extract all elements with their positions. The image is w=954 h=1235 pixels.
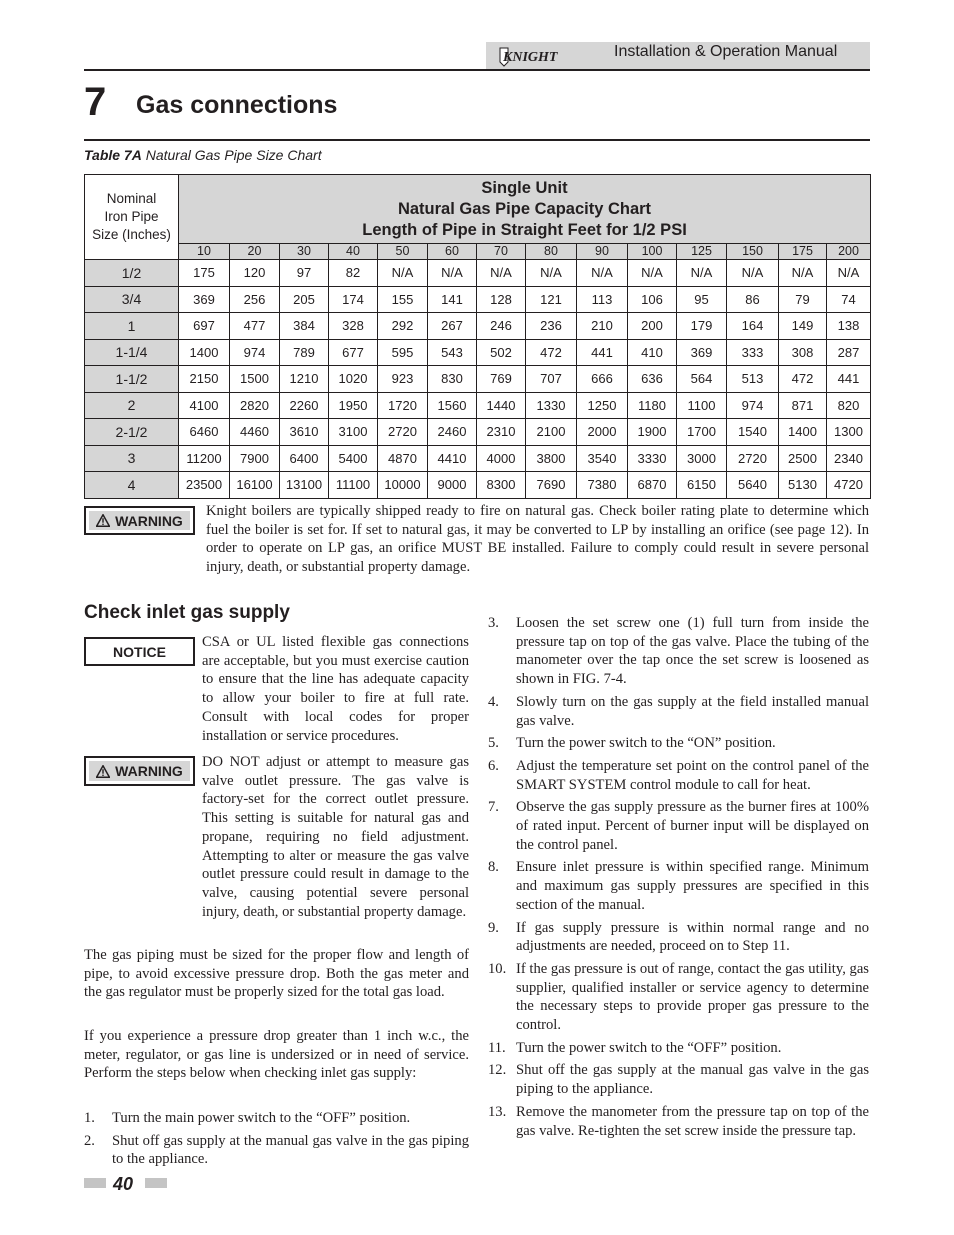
step-number: 3. <box>488 615 499 631</box>
table-caption <box>84 147 322 163</box>
pipe-size-cell: 4 <box>85 472 179 499</box>
capacity-cell: 2000 <box>577 419 628 446</box>
table-row <box>85 392 871 419</box>
step-item <box>84 1109 469 1128</box>
capacity-cell: 923 <box>378 366 428 393</box>
chart-title-cell <box>179 175 871 244</box>
warning-text: DO NOT adjust or attempt to measure gas valve outlet pressure. The gas valve is factory-set for the correct outlet pressure. This setting is suitable for natural gas and propane, requiring no field adjustment. Attempting to alter or measure the gas valve outlet pressure could result in damage to the valve, causing potential severe personal injury, death, or substantial property damage. <box>202 754 469 920</box>
capacity-cell: 4100 <box>179 392 230 419</box>
length-header-cell: 200 <box>827 244 871 260</box>
length-header-cell: 60 <box>428 244 477 260</box>
capacity-cell: 11200 <box>179 445 230 472</box>
capacity-cell: 308 <box>779 339 827 366</box>
capacity-cell: 149 <box>779 313 827 340</box>
capacity-cell: N/A <box>628 260 677 287</box>
capacity-cell: 236 <box>526 313 577 340</box>
warning-label: WARNING <box>115 512 183 529</box>
capacity-cell: 477 <box>230 313 280 340</box>
step-item <box>488 757 869 794</box>
capacity-cell: 1020 <box>329 366 378 393</box>
pipe-size-cell: 1-1/4 <box>85 339 179 366</box>
capacity-cell: 2500 <box>779 445 827 472</box>
capacity-cell: 292 <box>378 313 428 340</box>
capacity-cell: 74 <box>827 286 871 313</box>
pipe-size-cell: 3 <box>85 445 179 472</box>
step-text: Shut off the gas supply at the manual gas valve in the gas piping to the appliance. <box>516 1062 869 1098</box>
capacity-cell: 564 <box>677 366 727 393</box>
capacity-cell: 1540 <box>727 419 779 446</box>
step-number: 13. <box>488 1103 507 1120</box>
capacity-cell: 5640 <box>727 472 779 499</box>
chart-title-line: Length of Pipe in Straight Feet for 1/2 PSI <box>362 220 687 239</box>
table-row <box>85 445 871 472</box>
capacity-cell: 543 <box>428 339 477 366</box>
body-paragraph: The gas piping must be sized for the proper flow and length of pipe, to avoid excessive pressure drop. Both the gas meter and the gas regulator must be properly sized for the total gas load. <box>84 947 469 1001</box>
capacity-cell: 13100 <box>280 472 329 499</box>
step-number: 10. <box>488 960 507 977</box>
length-header-cell: 150 <box>727 244 779 260</box>
pipe-size-cell: 2 <box>85 392 179 419</box>
nominal-size-header <box>85 175 179 260</box>
capacity-cell: 1330 <box>526 392 577 419</box>
capacity-cell: 1950 <box>329 392 378 419</box>
step-number: 4. <box>488 693 499 710</box>
capacity-cell: N/A <box>779 260 827 287</box>
table-row <box>85 260 871 287</box>
capacity-cell: 82 <box>329 260 378 287</box>
capacity-cell: 6870 <box>628 472 677 499</box>
capacity-cell: 1440 <box>477 392 526 419</box>
step-item <box>488 858 869 914</box>
capacity-cell: 267 <box>428 313 477 340</box>
step-number: 9. <box>488 919 499 936</box>
capacity-cell: 1900 <box>628 419 677 446</box>
capacity-cell: N/A <box>677 260 727 287</box>
capacity-cell: 10000 <box>378 472 428 499</box>
capacity-cell: 1400 <box>179 339 230 366</box>
step-number: 6. <box>488 757 499 774</box>
capacity-cell: 3540 <box>577 445 628 472</box>
length-header-cell: 125 <box>677 244 727 260</box>
capacity-cell: 1700 <box>677 419 727 446</box>
header-rule <box>84 69 870 71</box>
capacity-cell: N/A <box>727 260 779 287</box>
step-text: Ensure inlet pressure is within specified range. Minimum and maximum gas supply pressures are specified in this section of the manual. <box>516 859 869 913</box>
capacity-cell: 6150 <box>677 472 727 499</box>
capacity-cell: 6400 <box>280 445 329 472</box>
capacity-cell: 769 <box>477 366 526 393</box>
capacity-cell: N/A <box>827 260 871 287</box>
capacity-cell: 79 <box>779 286 827 313</box>
step-text: Turn the power switch to the “ON” position. <box>516 735 776 752</box>
nominal-header-line: Nominal <box>106 191 157 206</box>
pipe-size-cell: 1 <box>85 313 179 340</box>
capacity-cell: 1180 <box>628 392 677 419</box>
notice-badge <box>84 637 195 666</box>
capacity-cell: 384 <box>280 313 329 340</box>
capacity-cell: 410 <box>628 339 677 366</box>
capacity-cell: 2150 <box>179 366 230 393</box>
capacity-cell: N/A <box>577 260 628 287</box>
chapter-title: Gas connections <box>136 91 338 119</box>
capacity-cell: 2340 <box>827 445 871 472</box>
step-number: 11. <box>488 1039 506 1056</box>
capacity-cell: 974 <box>230 339 280 366</box>
step-item <box>488 1039 869 1058</box>
capacity-cell: 2460 <box>428 419 477 446</box>
step-number: 5. <box>488 735 499 752</box>
capacity-cell: 7380 <box>577 472 628 499</box>
table-row <box>85 339 871 366</box>
capacity-cell: 1720 <box>378 392 428 419</box>
capacity-cell: 155 <box>378 286 428 313</box>
step-text: Turn the main power switch to the “OFF” position. <box>112 1110 411 1126</box>
capacity-cell: 2820 <box>230 392 280 419</box>
capacity-cell: 1100 <box>677 392 727 419</box>
capacity-cell: 3610 <box>280 419 329 446</box>
capacity-cell: N/A <box>378 260 428 287</box>
capacity-cell: 11100 <box>329 472 378 499</box>
table-row <box>85 286 871 313</box>
body-paragraph: If you experience a pressure drop greater than 1 inch w.c., the meter, regulator, or gas line is undersized or in need of service. Perform the steps below when checking inlet gas supply: <box>84 1028 469 1082</box>
capacity-cell: 707 <box>526 366 577 393</box>
capacity-cell: 820 <box>827 392 871 419</box>
step-text: Remove the manometer from the pressure tap on top of the gas valve. Re-tighten the set screw inside the pressure tap. <box>516 1103 869 1139</box>
length-header-cell: 100 <box>628 244 677 260</box>
capacity-cell: 441 <box>827 366 871 393</box>
length-header-cell: 70 <box>477 244 526 260</box>
capacity-cell: 441 <box>577 339 628 366</box>
capacity-cell: 636 <box>628 366 677 393</box>
capacity-cell: 871 <box>779 392 827 419</box>
capacity-cell: 1250 <box>577 392 628 419</box>
capacity-cell: 369 <box>677 339 727 366</box>
length-header-cell: 20 <box>230 244 280 260</box>
capacity-cell: 1400 <box>779 419 827 446</box>
step-text: Slowly turn on the gas supply at the field installed manual gas valve. <box>516 693 869 729</box>
section-title: Check inlet gas supply <box>84 602 290 623</box>
knight-logo <box>494 44 574 68</box>
capacity-cell: 333 <box>727 339 779 366</box>
capacity-cell: N/A <box>526 260 577 287</box>
capacity-cell: 97 <box>280 260 329 287</box>
capacity-cell: 513 <box>727 366 779 393</box>
capacity-cell: 5130 <box>779 472 827 499</box>
page-number-bar <box>145 1178 167 1188</box>
capacity-cell: 1500 <box>230 366 280 393</box>
length-header-cell: 90 <box>577 244 628 260</box>
gas-pipe-capacity-table <box>84 174 871 499</box>
warning-label: WARNING <box>115 763 183 779</box>
capacity-cell: 4720 <box>827 472 871 499</box>
capacity-cell: 86 <box>727 286 779 313</box>
capacity-cell: 6460 <box>179 419 230 446</box>
capacity-cell: 2100 <box>526 419 577 446</box>
step-item <box>488 734 869 753</box>
step-text: Observe the gas supply pressure as the burner fires at 100% of rated input. Percent of burner input will be displayed on the control panel. <box>516 799 869 853</box>
warning-badge <box>84 506 195 535</box>
steps-list-right <box>488 614 869 1144</box>
pipe-size-cell: 3/4 <box>85 286 179 313</box>
capacity-cell: 174 <box>329 286 378 313</box>
step-text: Shut off gas supply at the manual gas valve in the gas piping to the appliance. <box>112 1132 469 1168</box>
chart-title-line: Natural Gas Pipe Capacity Chart <box>397 199 652 218</box>
capacity-cell: N/A <box>428 260 477 287</box>
capacity-cell: 106 <box>628 286 677 313</box>
capacity-cell: 200 <box>628 313 677 340</box>
warning-text: Knight boilers are typically shipped ready to fire on natural gas. Check boiler rating plate to determine which fuel the boiler is set for. If set to natural gas, it may be converted to LP by installing an orifice (see page 12). In order to operate on LP gas, an orifice MUST BE installed. Failure to comply could result in severe personal injury, death, or substantial property damage. <box>206 503 869 576</box>
capacity-cell: 210 <box>577 313 628 340</box>
step-item <box>488 614 869 689</box>
step-text: Loosen the set screw one (1) full turn from inside the pressure tap on top of the gas valve. Place the tubing of the manometer over the tap once the set screw is loosened as shown in FIG. 7-4. <box>516 615 869 688</box>
pipe-size-cell: 1-1/2 <box>85 366 179 393</box>
capacity-cell: 369 <box>179 286 230 313</box>
capacity-cell: N/A <box>477 260 526 287</box>
capacity-cell: 3800 <box>526 445 577 472</box>
table-row <box>85 366 871 393</box>
capacity-cell: 5400 <box>329 445 378 472</box>
capacity-cell: 138 <box>827 313 871 340</box>
length-header-cell: 80 <box>526 244 577 260</box>
capacity-cell: 4460 <box>230 419 280 446</box>
step-text: Adjust the temperature set point on the control panel of the SMART SYSTEM control module to call for heat. <box>516 757 869 793</box>
step-number: 7. <box>488 799 499 816</box>
nominal-header-line: Size (Inches) <box>92 227 171 242</box>
capacity-cell: 830 <box>428 366 477 393</box>
capacity-cell: 95 <box>677 286 727 313</box>
capacity-cell: 1560 <box>428 392 477 419</box>
step-item <box>84 1132 469 1169</box>
capacity-cell: 1300 <box>827 419 871 446</box>
nominal-header-line: Iron Pipe <box>104 209 159 224</box>
capacity-cell: 287 <box>827 339 871 366</box>
capacity-cell: 3330 <box>628 445 677 472</box>
notice-text: CSA or UL listed flexible gas connections are acceptable, but you must exercise caution to ensure that the line has adequate capacity to allow your boiler to fire at full rate. Consult with local codes for proper installation or service procedures. <box>202 634 469 744</box>
capacity-cell: 697 <box>179 313 230 340</box>
capacity-cell: 128 <box>477 286 526 313</box>
capacity-cell: 595 <box>378 339 428 366</box>
capacity-cell: 4870 <box>378 445 428 472</box>
page-number: 40 <box>113 1174 134 1194</box>
logo-text: KNIGHT <box>503 50 558 65</box>
capacity-cell: 256 <box>230 286 280 313</box>
capacity-cell: 175 <box>179 260 230 287</box>
capacity-cell: 113 <box>577 286 628 313</box>
notice-label: NOTICE <box>113 643 166 660</box>
step-text: If the gas pressure is out of range, contact the gas utility, gas supplier, qualified installer or service agency to determine the necessary steps to provide proper gas pressure to the control. <box>516 960 869 1034</box>
capacity-cell: 974 <box>727 392 779 419</box>
capacity-cell: 16100 <box>230 472 280 499</box>
capacity-cell: 3000 <box>677 445 727 472</box>
capacity-cell: 4410 <box>428 445 477 472</box>
capacity-cell: 677 <box>329 339 378 366</box>
capacity-cell: 3100 <box>329 419 378 446</box>
table-caption-label: Table 7A <box>84 147 142 163</box>
step-item <box>488 693 869 730</box>
capacity-cell: 2310 <box>477 419 526 446</box>
step-item <box>488 1103 869 1140</box>
capacity-cell: 2720 <box>378 419 428 446</box>
steps-list-left <box>84 1109 469 1173</box>
length-header-row <box>85 244 871 260</box>
step-number: 1. <box>84 1110 95 1126</box>
step-item <box>488 919 869 956</box>
capacity-cell: 328 <box>329 313 378 340</box>
warning-triangle-icon <box>96 765 110 778</box>
capacity-cell: 120 <box>230 260 280 287</box>
warning-badge <box>84 756 195 786</box>
capacity-cell: 2260 <box>280 392 329 419</box>
step-item <box>488 798 869 854</box>
capacity-cell: 666 <box>577 366 628 393</box>
table-row <box>85 313 871 340</box>
capacity-cell: 205 <box>280 286 329 313</box>
pipe-size-cell: 1/2 <box>85 260 179 287</box>
capacity-cell: 246 <box>477 313 526 340</box>
pipe-size-cell: 2-1/2 <box>85 419 179 446</box>
capacity-cell: 1210 <box>280 366 329 393</box>
length-header-cell: 30 <box>280 244 329 260</box>
step-number: 8. <box>488 859 499 876</box>
step-text: Turn the power switch to the “OFF” position. <box>516 1039 782 1056</box>
table-caption-text: Natural Gas Pipe Size Chart <box>145 147 322 163</box>
page-number-bar <box>84 1178 106 1188</box>
capacity-cell: 23500 <box>179 472 230 499</box>
length-header-cell: 175 <box>779 244 827 260</box>
capacity-cell: 4000 <box>477 445 526 472</box>
capacity-cell: 9000 <box>428 472 477 499</box>
capacity-cell: 7690 <box>526 472 577 499</box>
capacity-cell: 164 <box>727 313 779 340</box>
capacity-cell: 789 <box>280 339 329 366</box>
capacity-cell: 121 <box>526 286 577 313</box>
warning-triangle-icon <box>96 514 110 527</box>
capacity-cell: 179 <box>677 313 727 340</box>
step-item <box>488 1061 869 1098</box>
length-header-cell: 50 <box>378 244 428 260</box>
chapter-rule <box>84 139 870 141</box>
manual-title: Installation & Operation Manual <box>614 43 838 60</box>
capacity-cell: 502 <box>477 339 526 366</box>
step-number: 12. <box>488 1062 507 1079</box>
chart-title-line: Single Unit <box>481 178 568 197</box>
capacity-cell: 472 <box>779 366 827 393</box>
table-row <box>85 472 871 499</box>
length-header-cell: 10 <box>179 244 230 260</box>
capacity-cell: 472 <box>526 339 577 366</box>
capacity-cell: 8300 <box>477 472 526 499</box>
capacity-cell: 2720 <box>727 445 779 472</box>
step-item <box>488 960 869 1035</box>
capacity-cell: 141 <box>428 286 477 313</box>
step-text: If gas supply pressure is within normal range and no adjustments are needed, proceed on to Step 11. <box>516 919 869 955</box>
chapter-number: 7 <box>84 80 107 124</box>
length-header-cell: 40 <box>329 244 378 260</box>
table-row <box>85 419 871 446</box>
step-number: 2. <box>84 1132 95 1149</box>
capacity-cell: 7900 <box>230 445 280 472</box>
